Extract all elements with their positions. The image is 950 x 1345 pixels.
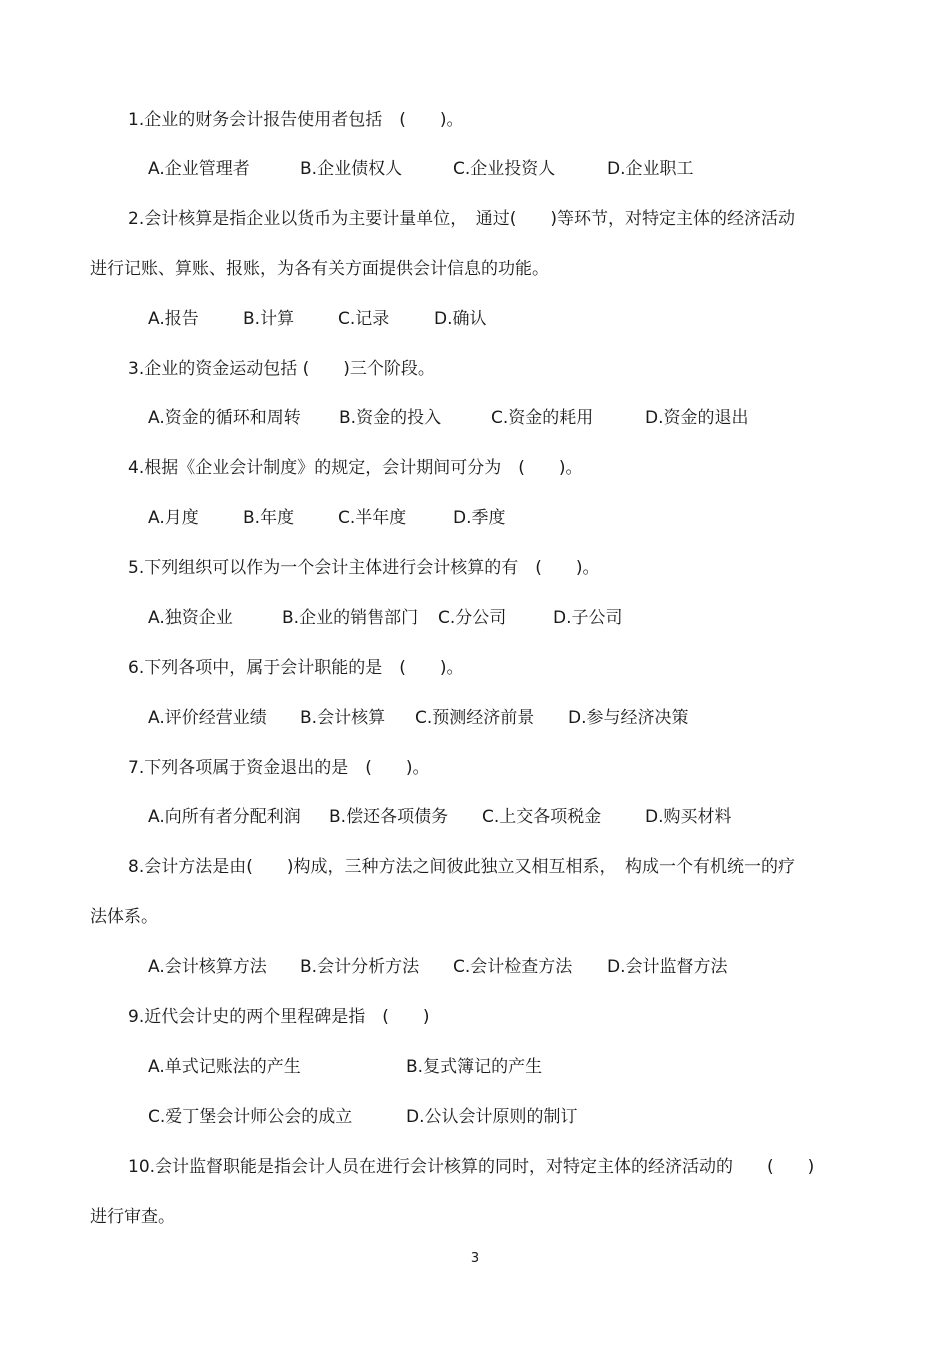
question-1-option-d: D.企业职工 bbox=[607, 159, 694, 179]
question-6-stem: 6.下列各项中，属于会计职能的是 ( )。 bbox=[128, 658, 464, 678]
question-8-option-b: B.会计分析方法 bbox=[300, 957, 420, 977]
question-2-option-c: C.记录 bbox=[338, 309, 390, 329]
question-2-option-d: D.确认 bbox=[434, 309, 487, 329]
question-8-option-d: D.会计监督方法 bbox=[607, 957, 728, 977]
question-9-option-b: B.复式簿记的产生 bbox=[406, 1057, 543, 1077]
question-3-option-c: C.资金的耗用 bbox=[491, 408, 594, 428]
question-7-option-d: D.购买材料 bbox=[645, 807, 732, 827]
question-3-option-d: D.资金的退出 bbox=[645, 408, 749, 428]
question-8-option-c: C.会计检查方法 bbox=[453, 957, 573, 977]
question-6-option-b: B.会计核算 bbox=[300, 708, 386, 728]
question-2-option-b: B.计算 bbox=[243, 309, 295, 329]
question-2-stem: 2.会计核算是指企业以货币为主要计量单位， 通过( )等环节，对特定主体的经济活动 bbox=[128, 209, 795, 229]
question-6-option-c: C.预测经济前景 bbox=[415, 708, 535, 728]
question-4-option-b: B.年度 bbox=[243, 508, 295, 528]
question-4-option-d: D.季度 bbox=[453, 508, 506, 528]
question-1-option-a: A.企业管理者 bbox=[148, 159, 250, 179]
question-5-stem: 5.下列组织可以作为一个会计主体进行会计核算的有 ( )。 bbox=[128, 558, 600, 578]
question-2-continuation: 进行记账、算账、报账，为各有关方面提供会计信息的功能。 bbox=[90, 259, 549, 279]
question-5-option-c: C.分公司 bbox=[438, 608, 507, 628]
question-7-stem: 7.下列各项属于资金退出的是 ( )。 bbox=[128, 758, 430, 778]
page-number: 3 bbox=[470, 1251, 480, 1266]
question-7-option-a: A.向所有者分配利润 bbox=[148, 807, 301, 827]
question-5-option-d: D.子公司 bbox=[553, 608, 623, 628]
question-3-option-b: B.资金的投入 bbox=[339, 408, 442, 428]
question-3-stem: 3.企业的资金运动包括 ( )三个阶段。 bbox=[128, 359, 435, 379]
question-4-option-a: A.月度 bbox=[148, 508, 199, 528]
question-8-option-a: A.会计核算方法 bbox=[148, 957, 267, 977]
question-7-option-b: B.偿还各项债务 bbox=[329, 807, 449, 827]
question-9-option-a: A.单式记账法的产生 bbox=[148, 1057, 301, 1077]
question-6-option-d: D.参与经济决策 bbox=[568, 708, 689, 728]
question-6-option-a: A.评价经营业绩 bbox=[148, 708, 267, 728]
question-5-option-a: A.独资企业 bbox=[148, 608, 233, 628]
question-10-stem: 10.会计监督职能是指会计人员在进行会计核算的同时，对特定主体的经济活动的 ( ) bbox=[128, 1157, 815, 1177]
question-9-option-d: D.公认会计原则的制订 bbox=[406, 1107, 578, 1127]
question-5-option-b: B.企业的销售部门 bbox=[282, 608, 419, 628]
question-10-continuation: 进行审查。 bbox=[90, 1207, 175, 1227]
question-4-stem: 4.根据《企业会计制度》的规定，会计期间可分为 ( )。 bbox=[128, 458, 583, 478]
question-1-option-b: B.企业债权人 bbox=[300, 159, 403, 179]
question-2-option-a: A.报告 bbox=[148, 309, 199, 329]
question-8-continuation: 法体系。 bbox=[90, 907, 158, 927]
question-3-option-a: A.资金的循环和周转 bbox=[148, 408, 301, 428]
question-1-stem: 1.企业的财务会计报告使用者包括 ( )。 bbox=[128, 110, 464, 130]
question-4-option-c: C.半年度 bbox=[338, 508, 407, 528]
question-8-stem: 8.会计方法是由( )构成，三种方法之间彼此独立又相互相系， 构成一个有机统一的疗 bbox=[128, 857, 795, 877]
question-7-option-c: C.上交各项税金 bbox=[482, 807, 602, 827]
question-9-stem: 9.近代会计史的两个里程碑是指 ( ) bbox=[128, 1007, 430, 1027]
question-1-option-c: C.企业投资人 bbox=[453, 159, 556, 179]
question-9-option-c: C.爱丁堡会计师公会的成立 bbox=[148, 1107, 353, 1127]
